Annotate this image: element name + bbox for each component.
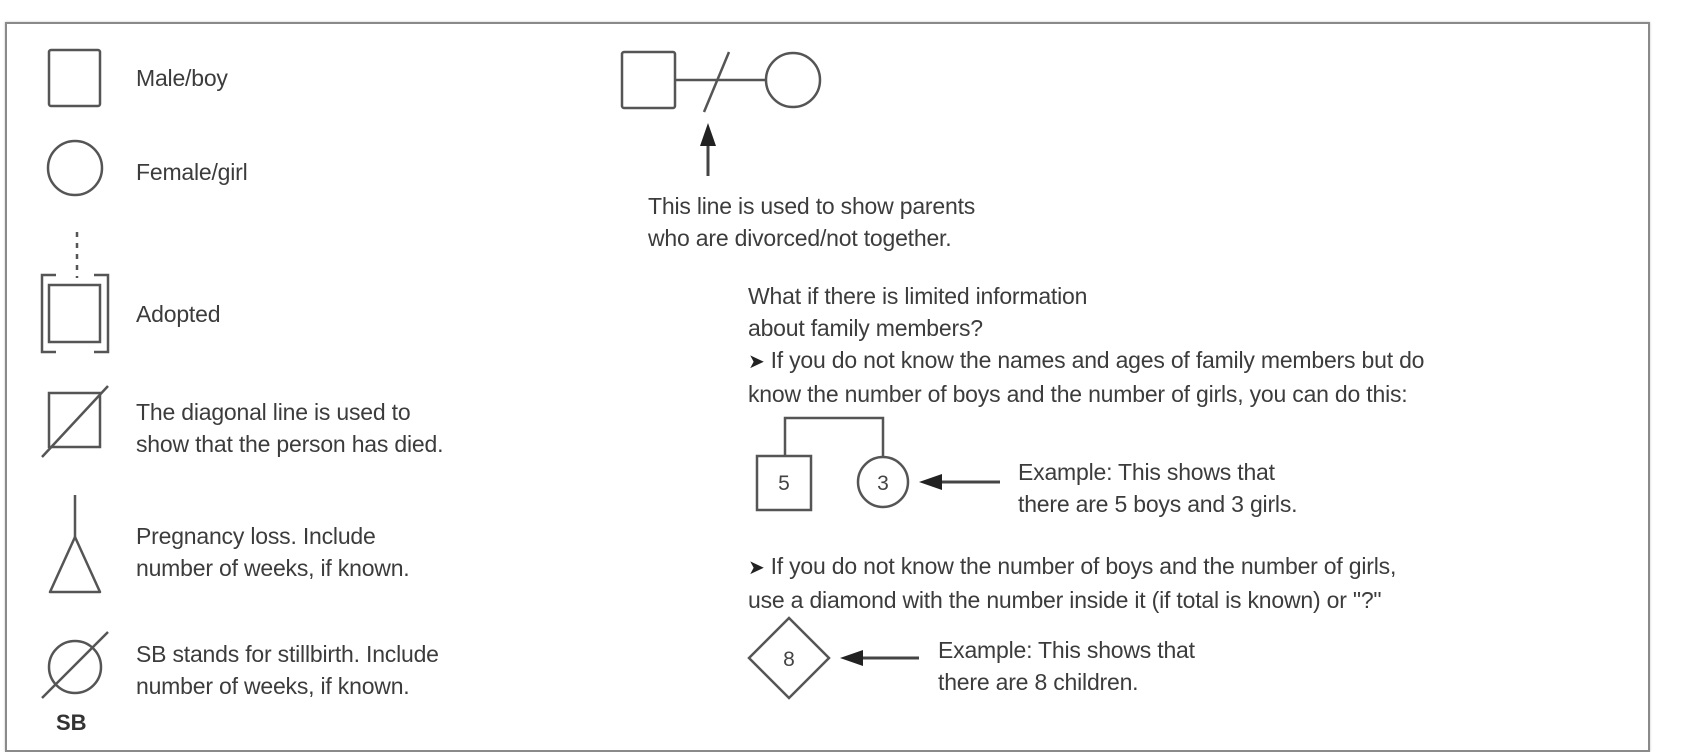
example-1-caption: Example: This shows that there are 5 boys and 3 girls. (1018, 459, 1298, 517)
limited-info-bullet-1: ➤ If you do not know the names and ages of family members but do know the number of boys and the number of girls, you can do this: (748, 347, 1425, 407)
example-2-caption: Example: This shows that there are 8 children. (938, 637, 1195, 695)
stillbirth-sb-label: SB (56, 710, 87, 735)
children-count: 8 (783, 648, 795, 671)
limited-info-bullet-2: ➤ If you do not know the number of boys and the number of girls, use a diamond with the number inside it (if total is known) or "?" (748, 553, 1397, 613)
boys-count: 5 (778, 472, 790, 495)
legend-label-adopted: Adopted (136, 301, 221, 327)
legend-label-deceased: The diagonal line is used to show that the person has died. (136, 399, 444, 457)
male-square-icon (49, 50, 100, 106)
limited-info-heading: What if there is limited information about family members? (748, 283, 1088, 341)
arrow-left-icon (919, 474, 1000, 490)
pregnancy-loss-icon (50, 495, 100, 592)
arrow-left-icon-2 (840, 650, 919, 666)
bullet-arrow-icon-2: ➤ (748, 557, 765, 579)
deceased-square-icon (42, 386, 108, 457)
bullet-arrow-icon: ➤ (748, 351, 765, 373)
legend-label-female: Female/girl (136, 159, 248, 185)
girls-count: 3 (877, 472, 889, 495)
legend-label-pregnancy-loss: Pregnancy loss. Include number of weeks, if known. (136, 523, 410, 581)
stillbirth-icon (42, 632, 108, 698)
legend-label-stillbirth: SB stands for stillbirth. Include number of weeks, if known. (136, 641, 439, 699)
legend-label-male: Male/boy (136, 65, 228, 91)
divorced-parents-icon (622, 52, 820, 112)
female-circle-icon (48, 141, 102, 195)
adopted-icon (42, 232, 108, 352)
arrow-up-icon (700, 123, 716, 176)
siblings-count-icon (757, 418, 908, 510)
divorce-caption: This line is used to show parents who are divorced/not together. (648, 193, 976, 251)
